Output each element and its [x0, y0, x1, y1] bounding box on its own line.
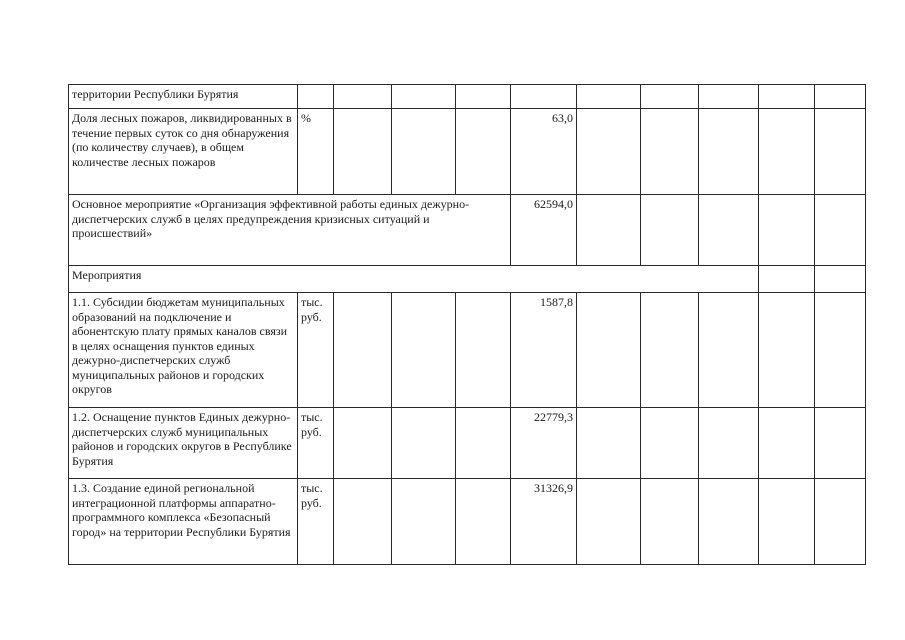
row-unit — [298, 85, 334, 109]
table-row — [69, 109, 866, 195]
table-row — [69, 479, 866, 565]
table-row — [69, 266, 866, 293]
table-row — [69, 408, 866, 479]
row-value: 22779,3 — [511, 408, 577, 479]
row-value — [511, 85, 577, 109]
row-unit: тыс. руб. — [298, 408, 334, 479]
table-row — [69, 195, 866, 266]
row-value: 31326,9 — [511, 479, 577, 565]
row-value: 62594,0 — [511, 195, 577, 266]
program-table — [68, 84, 866, 565]
section-heading: Мероприятия — [69, 266, 759, 293]
table-row — [69, 85, 866, 109]
row-unit: тыс. руб. — [298, 479, 334, 565]
row-description: Основное мероприятие «Организация эффективной работы единых дежурно-диспетчерских служб в целях предупреждения кризисных ситуаций и происшествий» — [69, 195, 511, 266]
table-row — [69, 293, 866, 408]
row-unit: тыс. руб. — [298, 293, 334, 408]
row-description: территории Республики Бурятия — [69, 85, 298, 109]
row-description: 1.3. Создание единой региональной интеграционной платформы аппаратно-программного комплекса «Безопасный город» на территории Республики Бурятия — [69, 479, 298, 565]
row-description: 1.1. Субсидии бюджетам муниципальных образований на подключение и абонентскую плату прямых каналов связи в целях оснащения пунктов единых дежурно-диспетчерских служб муниципальных районов и городских округов — [69, 293, 298, 408]
row-unit: % — [298, 109, 334, 195]
row-value: 63,0 — [511, 109, 577, 195]
row-description: 1.2. Оснащение пунктов Единых дежурно-диспетчерских служб муниципальных районов и городских округов в Республике Бурятия — [69, 408, 298, 479]
row-value: 1587,8 — [511, 293, 577, 408]
row-description: Доля лесных пожаров, ликвидированных в течение первых суток со дня обнаружения (по количеству случаев), в общем количестве лесных пожаров — [69, 109, 298, 195]
